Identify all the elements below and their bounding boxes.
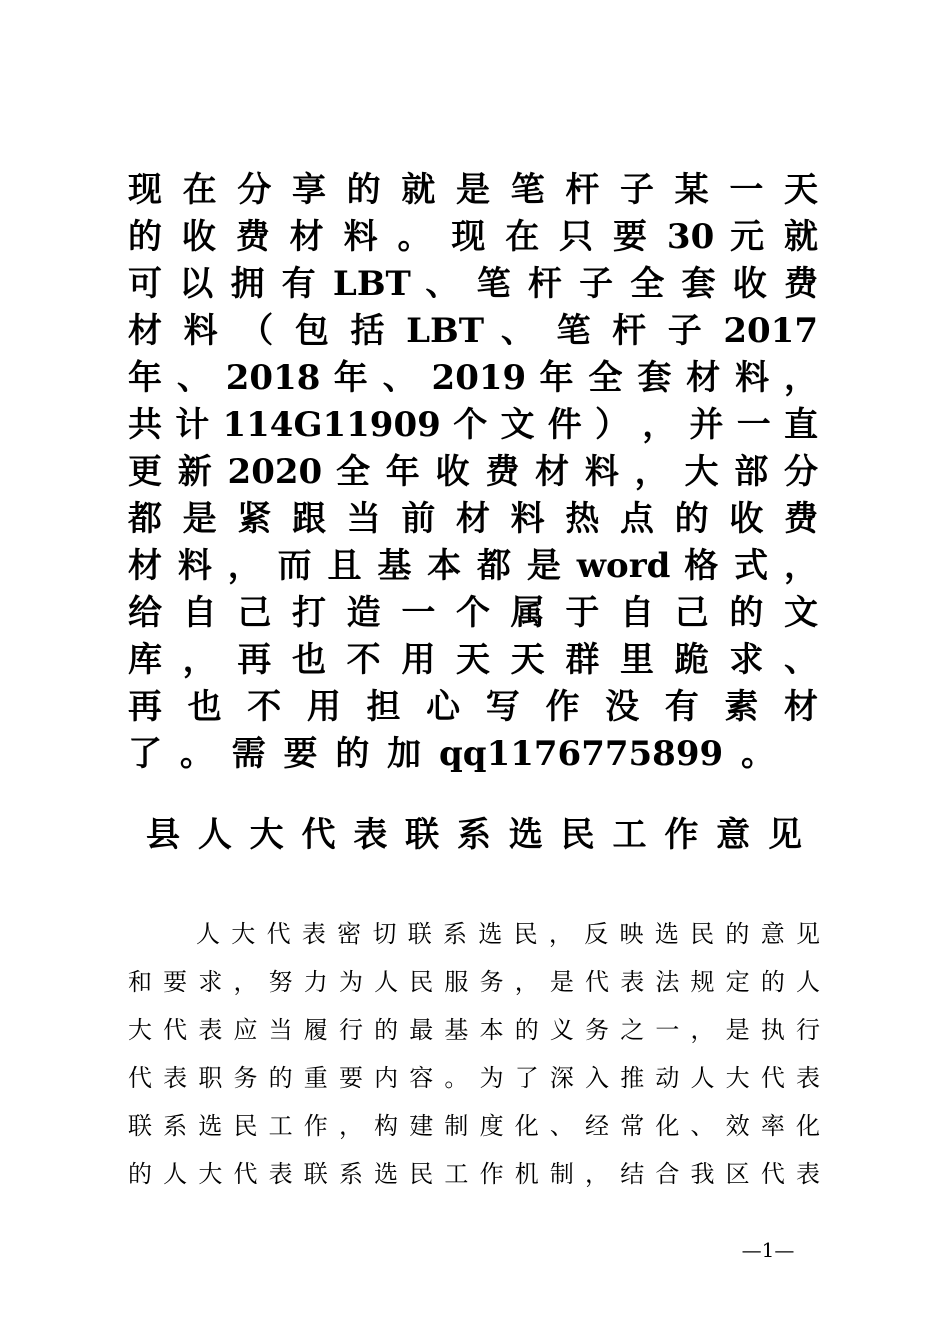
- body-paragraph: [128, 910, 820, 1198]
- page-number: —1—: [741, 1238, 795, 1262]
- promo-line: 材 料 ， 而 且 基 本 都 是 word 格 式 ，: [128, 546, 818, 586]
- promo-line: 都 是 紧 跟 当 前 材 料 热 点 的 收 费: [128, 499, 818, 539]
- promo-line: 共 计 114G11909 个 文 件 ） ， 并 一 直: [128, 405, 818, 445]
- body-line: 的 人 大 代 表 联 系 选 民 工 作 机 制 ， 结 合 我 区 代 表: [128, 1160, 820, 1188]
- promo-paragraph: [128, 167, 818, 778]
- promo-line: 给 自 己 打 造 一 个 属 于 自 己 的 文: [128, 593, 818, 633]
- body-line: 大 代 表 应 当 履 行 的 最 基 本 的 义 务 之 一 ， 是 执 行: [128, 1016, 820, 1044]
- body-line: 人 大 代 表 密 切 联 系 选 民 ， 反 映 选 民 的 意 见: [196, 920, 820, 948]
- promo-line: 库 ， 再 也 不 用 天 天 群 里 跪 求 、: [128, 640, 818, 680]
- document-title: 县 人 大 代 表 联 系 选 民 工 作 意 见: [146, 815, 802, 855]
- promo-line: 的 收 费 材 料 。 现 在 只 要 30 元 就: [128, 217, 818, 257]
- body-line: 和 要 求 ， 努 力 为 人 民 服 务 ， 是 代 表 法 规 定 的 人: [128, 968, 820, 996]
- body-line: 代 表 职 务 的 重 要 内 容 。 为 了 深 入 推 动 人 大 代 表: [128, 1064, 820, 1092]
- promo-line: 了 。 需 要 的 加 qq1176775899 。: [128, 734, 775, 774]
- promo-line: 材 料 （ 包 括 LBT 、 笔 杆 子 2017: [128, 311, 818, 351]
- promo-line: 现 在 分 享 的 就 是 笔 杆 子 某 一 天: [128, 170, 818, 210]
- body-line: 联 系 选 民 工 作 ， 构 建 制 度 化 、 经 常 化 、 效 率 化: [128, 1112, 820, 1140]
- promo-line: 可 以 拥 有 LBT 、 笔 杆 子 全 套 收 费: [128, 264, 818, 304]
- promo-line: 再 也 不 用 担 心 写 作 没 有 素 材: [128, 687, 818, 727]
- promo-line: 年 、 2018 年 、 2019 年 全 套 材 料 ，: [128, 358, 818, 398]
- promo-line: 更 新 2020 全 年 收 费 材 料 ， 大 部 分: [128, 452, 818, 492]
